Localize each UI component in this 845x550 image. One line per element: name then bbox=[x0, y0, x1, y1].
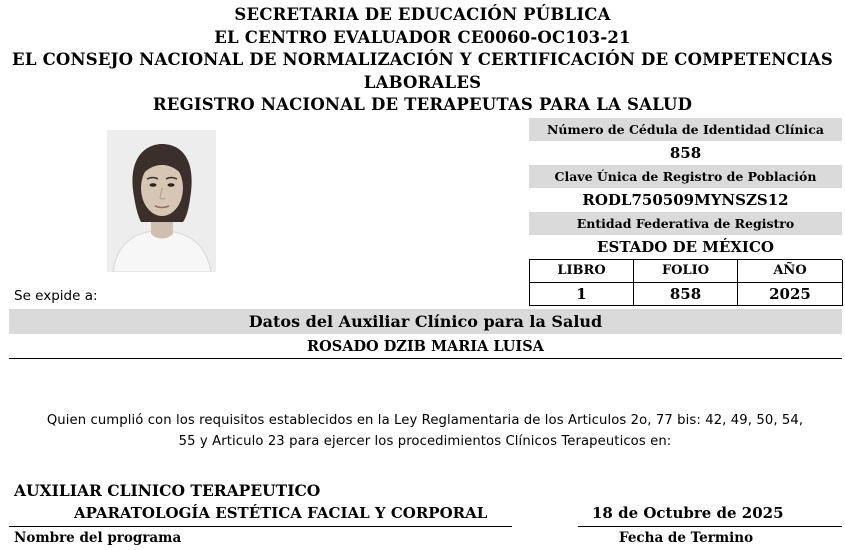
paragraph-line-2: 55 y Articulo 23 para ejercer los procedimientos Clínicos Terapeuticos en: bbox=[178, 434, 672, 449]
program-category: AUXILIAR CLINICO TERAPEUTICO bbox=[14, 481, 321, 500]
portrait-photo bbox=[107, 130, 216, 272]
section-title: Datos del Auxiliar Clínico para la Salud bbox=[9, 309, 842, 334]
paragraph-line-1: Quien cumplió con los requisitos establecidos en la Ley Reglamentaria de los Articulos 2o, 77 bis: 42, 49, 50, 54, bbox=[46, 413, 804, 428]
se-expide-label: Se expide a: bbox=[14, 288, 98, 304]
program-underline bbox=[9, 526, 512, 527]
anio-value: 2025 bbox=[738, 283, 843, 306]
cedula-value: 858 bbox=[669, 144, 702, 162]
curp-label: Clave Única de Registro de Población bbox=[529, 165, 842, 188]
entidad-value: ESTADO DE MÉXICO bbox=[597, 238, 774, 256]
registro-table bbox=[529, 259, 842, 306]
entidad-label: Entidad Federativa de Registro bbox=[529, 212, 842, 235]
document-header bbox=[0, 4, 845, 117]
curp-value: RODL750509MYNSZS12 bbox=[582, 191, 789, 209]
folio-value: 858 bbox=[634, 283, 738, 306]
header-line-consejo: EL CONSEJO NACIONAL DE NORMALIZACIÓN Y CERTIFICACIÓN DE COMPETENCIAS bbox=[12, 50, 833, 69]
requirements-paragraph bbox=[14, 410, 836, 452]
portrait-image bbox=[107, 130, 216, 272]
header-line-registro: REGISTRO NACIONAL DE TERAPEUTAS PARA LA SALUD bbox=[152, 95, 693, 114]
header-line-laborales: LABORALES bbox=[363, 72, 482, 92]
date-underline bbox=[578, 526, 842, 527]
completion-date: 18 de Octubre de 2025 bbox=[592, 504, 784, 522]
person-name: ROSADO DZIB MARIA LUISA bbox=[9, 335, 842, 359]
libro-value: 1 bbox=[530, 283, 634, 306]
header-line-sep: SECRETARIA DE EDUCACIÓN PÚBLICA bbox=[234, 5, 611, 24]
program-name: APARATOLOGÍA ESTÉTICA FACIAL Y CORPORAL bbox=[74, 504, 488, 522]
header-line-centro: EL CENTRO EVALUADOR CE0060-OC103-21 bbox=[214, 27, 631, 47]
folio-header: FOLIO bbox=[634, 260, 738, 283]
libro-header: LIBRO bbox=[530, 260, 634, 283]
cedula-label: Número de Cédula de Identidad Clínica bbox=[529, 118, 842, 141]
identity-panel bbox=[529, 118, 842, 306]
program-name-label: Nombre del programa bbox=[14, 530, 182, 546]
anio-header: AÑO bbox=[738, 260, 843, 283]
completion-date-label: Fecha de Termino bbox=[619, 530, 754, 546]
